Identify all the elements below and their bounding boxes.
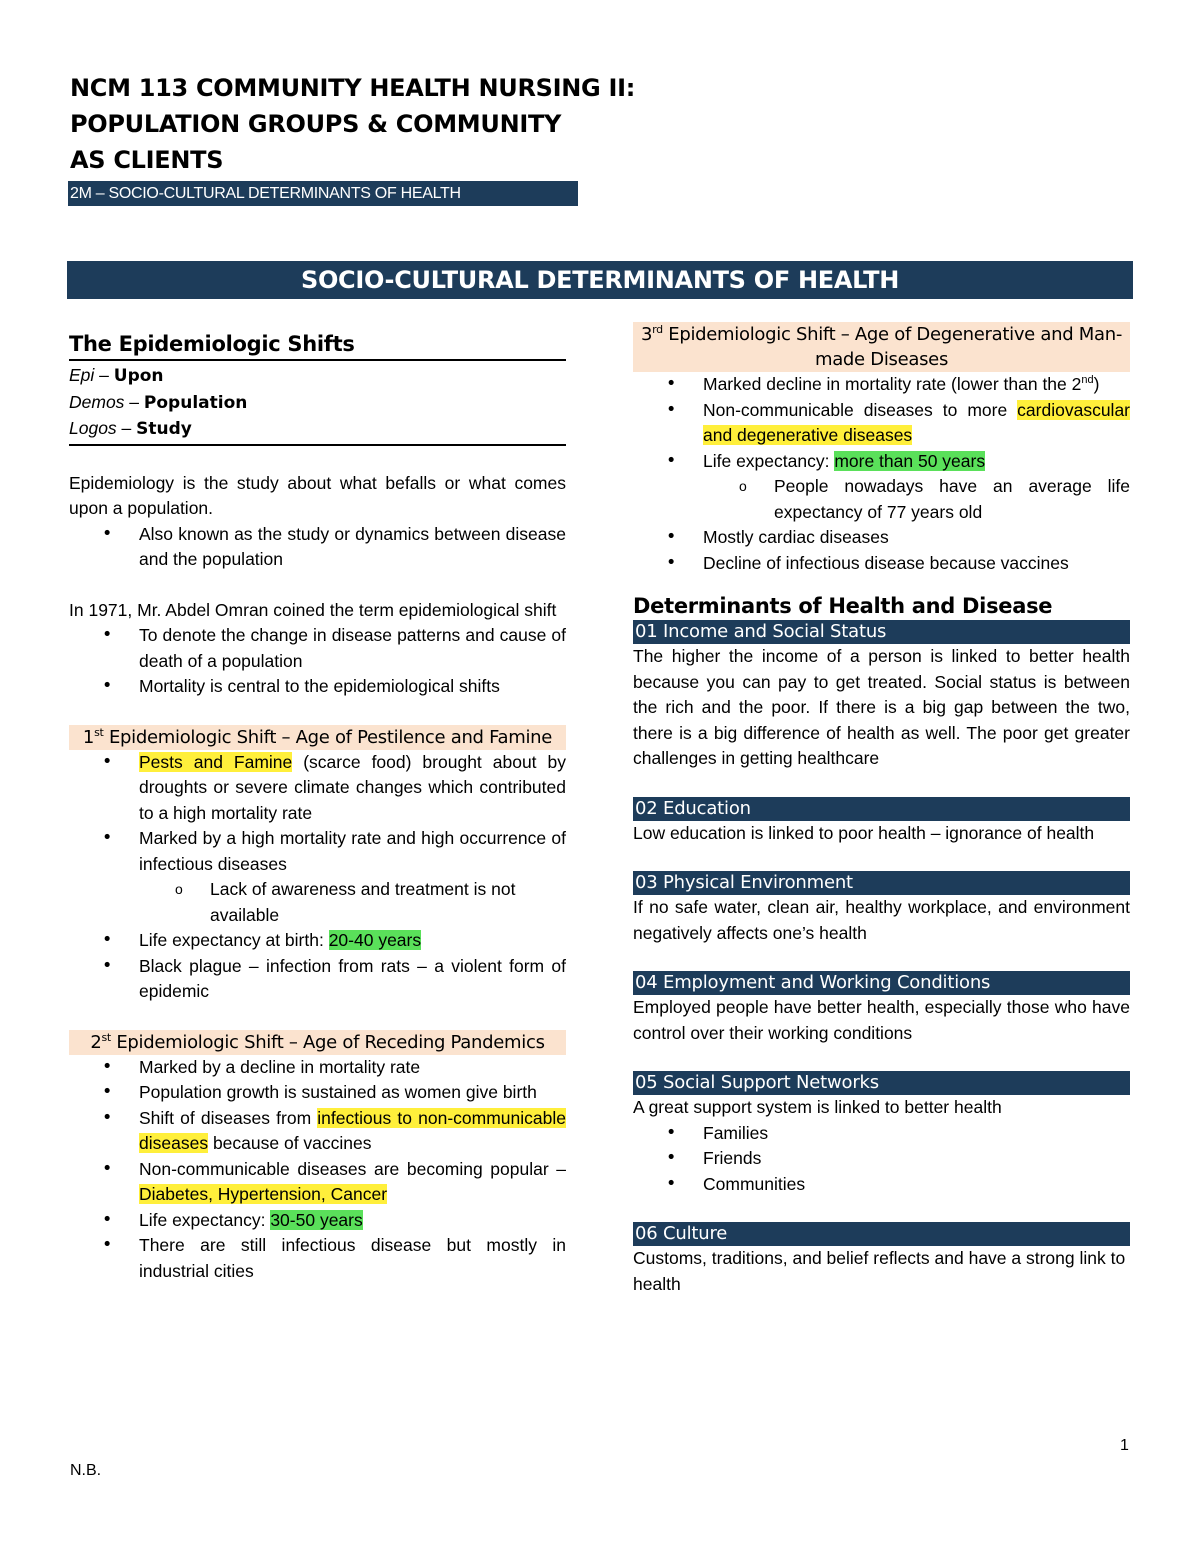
list-item: • Mostly cardiac diseases (633, 525, 1130, 551)
sub-list-item: o People nowadays have an average life expectancy of 77 years old (633, 474, 1130, 525)
determinant-education-text: Low education is linked to poor health – ignorance of health (633, 822, 1095, 843)
list-item: • Decline of infectious disease because vaccines (633, 551, 1130, 577)
left-column (69, 330, 566, 1284)
determinant-employment-text: Employed people have better health, especially those who have control over their working conditions (633, 997, 1130, 1043)
determinant-environment-text: If no safe water, clean air, healthy workplace, and environment negatively affects one’s health (633, 897, 1130, 943)
epidemiologic-shifts-heading: The Epidemiologic Shifts (69, 330, 566, 361)
etymology-epi: Epi – Upon (69, 365, 164, 386)
page-number: 1 (1120, 1437, 1129, 1454)
list-item: • Shift of diseases from infectious to non-communicable diseases because of vaccines (69, 1106, 566, 1157)
etymology-logos: Logos – Study (69, 418, 192, 439)
list-item: • Marked decline in mortality rate (lower than the 2nd) (633, 372, 1130, 398)
determinant-employment-header: 04 Employment and Working Conditions (633, 971, 1130, 995)
omran-bullets (69, 623, 566, 700)
list-item: • Also known as the study or dynamics between disease and the population (69, 522, 566, 573)
list-item: • Population growth is sustained as women give birth (69, 1080, 566, 1106)
document-title-line-3: AS CLIENTS (70, 146, 224, 174)
determinant-support-header: 05 Social Support Networks (633, 1071, 1130, 1095)
list-item: • Friends (633, 1146, 1130, 1172)
list-item: • Black plague – infection from rats – a violent form of epidemic (69, 954, 566, 1005)
right-column (633, 322, 1130, 1297)
module-subtitle: 2M – SOCIO-CULTURAL DETERMINANTS OF HEALTH (68, 181, 578, 206)
list-item: • Life expectancy: more than 50 years (633, 449, 1130, 475)
sub-list-item: o Lack of awareness and treatment is not available (69, 877, 566, 928)
list-item: • There are still infectious disease but mostly in industrial cities (69, 1233, 566, 1284)
list-item: • Marked by a decline in mortality rate (69, 1055, 566, 1081)
list-item: • Non-communicable diseases are becoming popular – Diabetes, Hypertension, Cancer (69, 1157, 566, 1208)
determinant-culture-header: 06 Culture (633, 1222, 1130, 1246)
epidemiology-definition: Epidemiology is the study about what befalls or what comes upon a population. (69, 472, 566, 518)
document-title-line-2: POPULATION GROUPS & COMMUNITY (70, 110, 562, 138)
second-shift-bullets (69, 1055, 566, 1285)
second-shift-header: 2st Epidemiologic Shift – Age of Receding Pandemics (69, 1030, 566, 1055)
determinant-culture-text: Customs, traditions, and belief reflects and have a strong link to health (633, 1248, 1126, 1294)
list-item: • To denote the change in disease patterns and cause of death of a population (69, 623, 566, 674)
support-network-list (633, 1121, 1130, 1198)
third-shift-header: 3rd Epidemiologic Shift – Age of Degenerative and Man-made Diseases (633, 322, 1130, 372)
list-item: • Communities (633, 1172, 1130, 1198)
list-item: • Pests and Famine (scarce food) brought about by droughts or severe climate changes which contributed to a high mortality rate (69, 750, 566, 827)
third-shift-bullets (633, 372, 1130, 576)
determinant-education-header: 02 Education (633, 797, 1130, 821)
determinant-income-header: 01 Income and Social Status (633, 620, 1130, 644)
omran-paragraph: In 1971, Mr. Abdel Omran coined the term epidemiological shift (69, 599, 557, 620)
list-item: • Life expectancy at birth: 20-40 years (69, 928, 566, 954)
determinant-income-text: The higher the income of a person is linked to better health because you can pay to get treated. Social status is between the rich and the poor. If there is a big gap between the two, there is a big difference of health as well. The poor get greater challenges in getting healthcare (633, 646, 1130, 768)
list-item: • Families (633, 1121, 1130, 1147)
list-item: • Marked by a high mortality rate and high occurrence of infectious diseases (69, 826, 566, 877)
list-item: • Mortality is central to the epidemiological shifts (69, 674, 566, 700)
author-initials: N.B. (70, 1462, 102, 1479)
document-title-line-1: NCM 113 COMMUNITY HEALTH NURSING II: (70, 74, 636, 102)
first-shift-bullets (69, 750, 566, 1005)
etymology-demos: Demos – Population (69, 391, 248, 413)
etymology-block (69, 361, 566, 446)
section-banner: SOCIO-CULTURAL DETERMINANTS OF HEALTH (67, 261, 1133, 299)
list-item: • Non-communicable diseases to more cardiovascular and degenerative diseases (633, 398, 1130, 449)
determinant-support-text: A great support system is linked to better health (633, 1097, 1002, 1117)
first-shift-header: 1st Epidemiologic Shift – Age of Pestilence and Famine (69, 725, 566, 750)
determinants-heading: Determinants of Health and Disease (633, 594, 1053, 618)
determinant-environment-header: 03 Physical Environment (633, 871, 1130, 895)
definition-bullets (69, 522, 566, 573)
list-item: • Life expectancy: 30-50 years (69, 1208, 566, 1234)
